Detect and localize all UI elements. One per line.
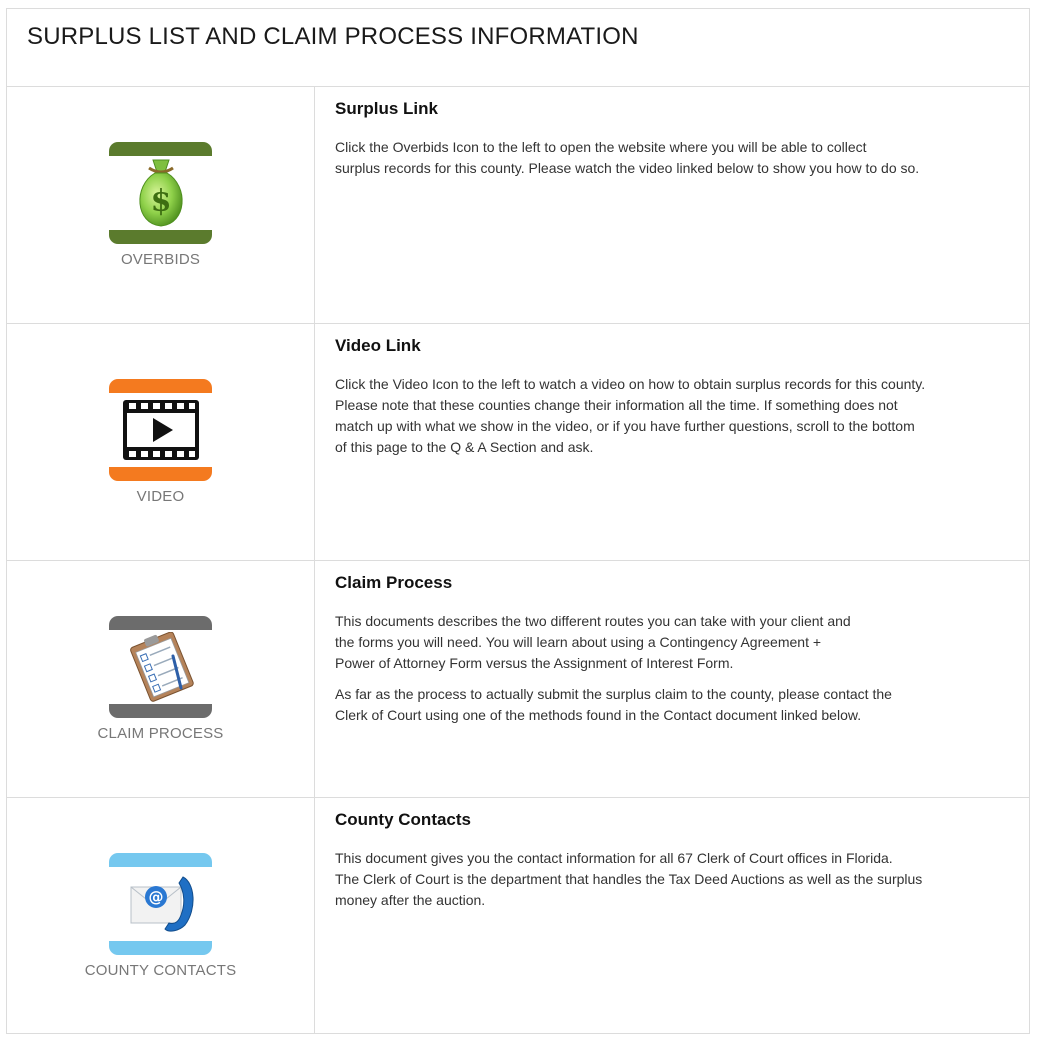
tile-top-bar — [109, 853, 212, 867]
svg-text:@: @ — [148, 888, 163, 906]
icon-label: OVERBIDS — [120, 251, 201, 268]
svg-text:$: $ — [150, 184, 171, 219]
section-heading: Claim Process — [335, 573, 453, 592]
county-contacts-tile — [109, 853, 212, 955]
email-phone-icon — [109, 867, 212, 941]
tile-bottom-bar — [109, 941, 212, 955]
section-paragraph: Click the Video Icon to the left to watch a video on how to obtain surplus records for this county. Please note that these counties change their information all the time. If something does not match up with what we show in the video, or if you have further questions, scroll to the bottom of this page to the Q & A Section and ask. — [335, 376, 926, 455]
section-text — [315, 561, 1029, 797]
tile-top-bar — [109, 142, 212, 156]
tile-bottom-bar — [109, 467, 212, 481]
claim-process-tile — [109, 616, 212, 718]
section-paragraph: This documents describes the two different routes you can take with your client and the forms you will need. You will learn about using a Contingency Agreement + Power of Attorney Form versus the Assignment of Interest Form. — [335, 613, 851, 671]
section-heading: Video Link — [335, 336, 421, 355]
film-play-icon — [109, 393, 212, 467]
section-row-video-link — [7, 324, 1029, 561]
info-panel — [6, 8, 1030, 1034]
section-row-surplus-link — [7, 87, 1029, 324]
icon-label: VIDEO — [136, 488, 185, 505]
section-row-claim-process — [7, 561, 1029, 798]
video-tile — [109, 379, 212, 481]
tile-bottom-bar — [109, 704, 212, 718]
clipboard-checklist-icon — [109, 630, 212, 704]
section-text — [315, 324, 1029, 560]
section-paragraph: Click the Overbids Icon to the left to open the website where you will be able to collect surplus records for this county. Please watch the video linked below to show you how to do so. — [335, 139, 920, 176]
tile-top-bar — [109, 379, 212, 393]
video-link[interactable] — [7, 324, 315, 560]
overbids-tile — [109, 142, 212, 244]
money-bag-icon — [109, 156, 212, 230]
section-paragraph: As far as the process to actually submit the surplus claim to the county, please contact the Clerk of Court using one of the methods found in the Contact document linked below. — [335, 686, 892, 723]
section-paragraph: This document gives you the contact information for all 67 Clerk of Court offices in Florida. The Clerk of Court is the department that handles the Tax Deed Auctions as well as the surplus money after the auction. — [335, 850, 923, 908]
section-heading: County Contacts — [335, 810, 471, 829]
section-row-county-contacts — [7, 798, 1029, 1034]
panel-header — [7, 9, 1029, 87]
county-contacts-link[interactable] — [7, 798, 315, 1034]
claim-process-link[interactable] — [7, 561, 315, 797]
section-text — [315, 87, 1029, 323]
section-heading: Surplus Link — [335, 99, 438, 118]
overbids-link[interactable] — [7, 87, 315, 323]
icon-label: CLAIM PROCESS — [97, 725, 224, 742]
tile-top-bar — [109, 616, 212, 630]
icon-label: COUNTY CONTACTS — [84, 962, 237, 979]
tile-bottom-bar — [109, 230, 212, 244]
section-text — [315, 798, 1029, 1034]
page-title: SURPLUS LIST AND CLAIM PROCESS INFORMATION — [27, 23, 639, 50]
